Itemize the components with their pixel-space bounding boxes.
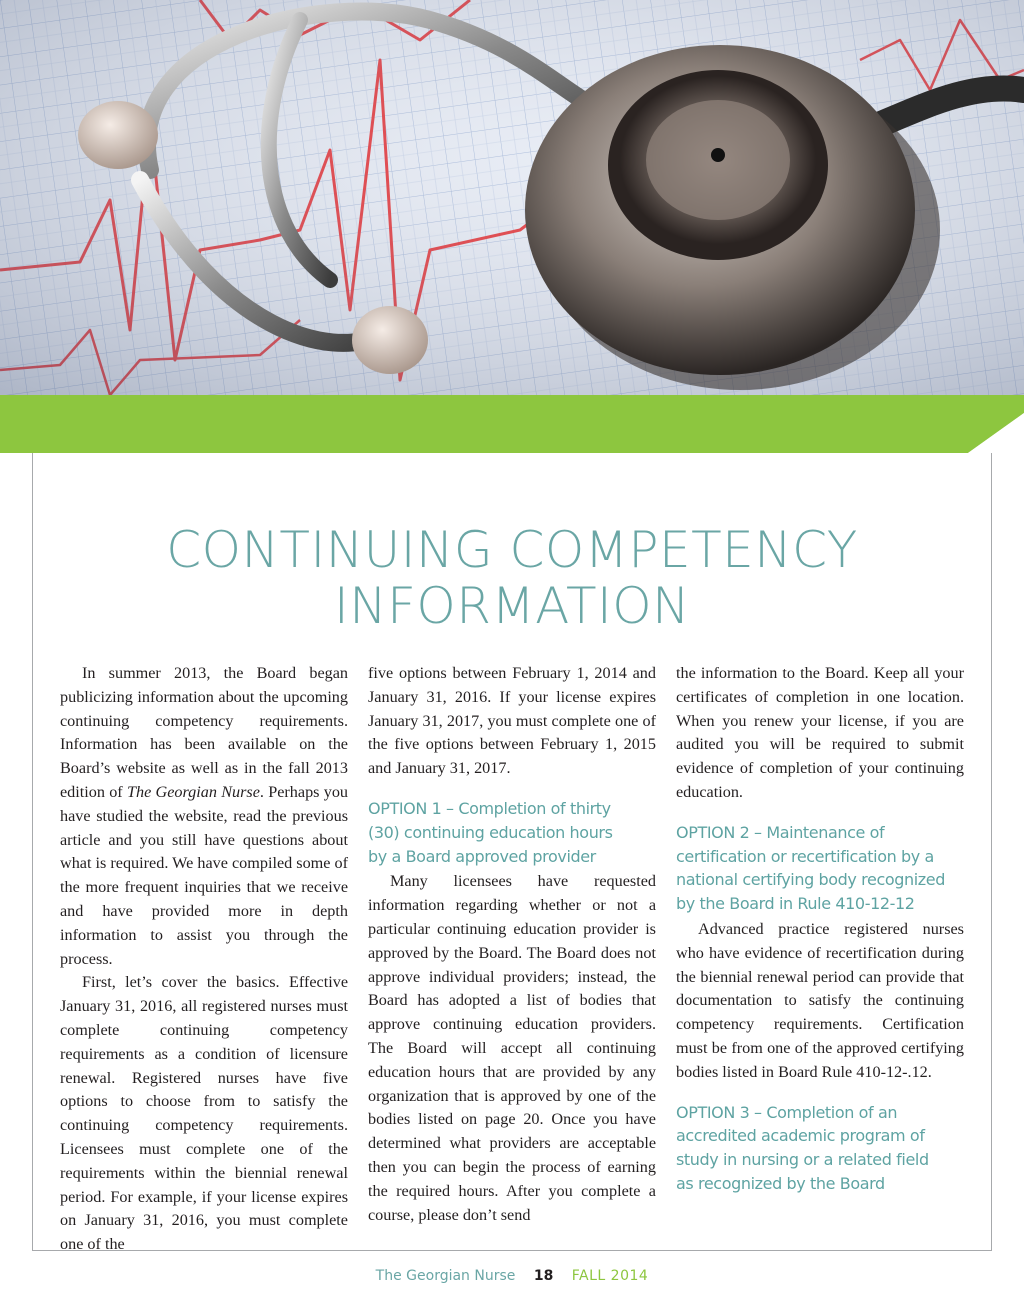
publication-title: The Georgian Nurse xyxy=(375,1268,516,1284)
hero-illustration xyxy=(0,0,1024,400)
paragraph: Advanced practice registered nurses who have evidence of recertification during the biennial renewal period can provide that documentation to satisfy the continuing competency requirements. Certification must be from one of the approved certifying bodies listed in Board Rule 410-12-.12. xyxy=(676,919,964,1081)
option-3-heading: OPTION 3 – Completion of an accredited academic program of study in nursing or a related field as recognized by the Board xyxy=(676,1102,929,1193)
option-1-heading: OPTION 1 – Completion of thirty (30) continuing education hours by a Board approved provider xyxy=(368,798,613,866)
issue-date: FALL 2014 xyxy=(571,1268,649,1284)
publication-name: The Georgian Nurse xyxy=(126,782,260,801)
paragraph: Many licensees have requested information regarding whether or not a particular continuing education provider is approved by the Board. The Board does not approve individual providers; instead, the Board has adopted a list of bodies that approve continuing education providers. The Board will accept all continuing education hours that are provided by any organization that is approved by one of the bodies listed on page 20. Once you have determined what providers are acceptable then you can begin the process of earning the required hours. After you complete a course, please don’t send xyxy=(368,872,656,1224)
page-number: 18 xyxy=(533,1268,554,1284)
paragraph: five options between February 1, 2014 and January 31, 2016. If your license expires January 31, 2017, you must complete one of the five options between February 1, 2015 and January 31, 2017. xyxy=(368,664,656,778)
article-column-1 xyxy=(60,662,348,1257)
paragraph: First, let’s cover the basics. Effective January 31, 2016, all registered nurses must complete continuing competency requirements as a condition of licensure renewal. Registered nurses have five options to choose from to satisfy the continuing competency requirements. Licensees must complete one of the requirements within the biennial renewal period. For example, if your license expires on January 31, 2016, you must complete one of the xyxy=(60,973,348,1254)
option-2-heading: OPTION 2 – Maintenance of certification or recertification by a national certifying body recognized by the Board in Rule 410-12-12 xyxy=(676,822,945,914)
stethoscope-image xyxy=(0,0,1024,400)
title-line-2: INFORMATION xyxy=(333,577,690,635)
page-footer xyxy=(0,1268,1024,1284)
page-title xyxy=(0,522,1024,634)
accent-band xyxy=(0,395,1024,453)
article-column-2 xyxy=(368,662,656,1227)
article-column-3 xyxy=(676,662,964,1198)
paragraph: In summer 2013, the Board began publicizing information about the upcoming continuing competency requirements. Information has been available on the Board’s website as well as in the fall 2013 edition of The Georgian Nurse. Perhaps you have studied the website, read the previous article and you still have questions about what is required. We have compiled some of the more frequent inquiries that we receive and have provided more in depth information to assist you through the process. xyxy=(60,664,349,968)
title-line-1: CONTINUING COMPETENCY xyxy=(166,521,858,579)
paragraph: the information to the Board. Keep all your certificates of completion in one location. When you renew your license, if you are audited you will be required to submit evidence of completion of your continuing education. xyxy=(676,664,964,801)
